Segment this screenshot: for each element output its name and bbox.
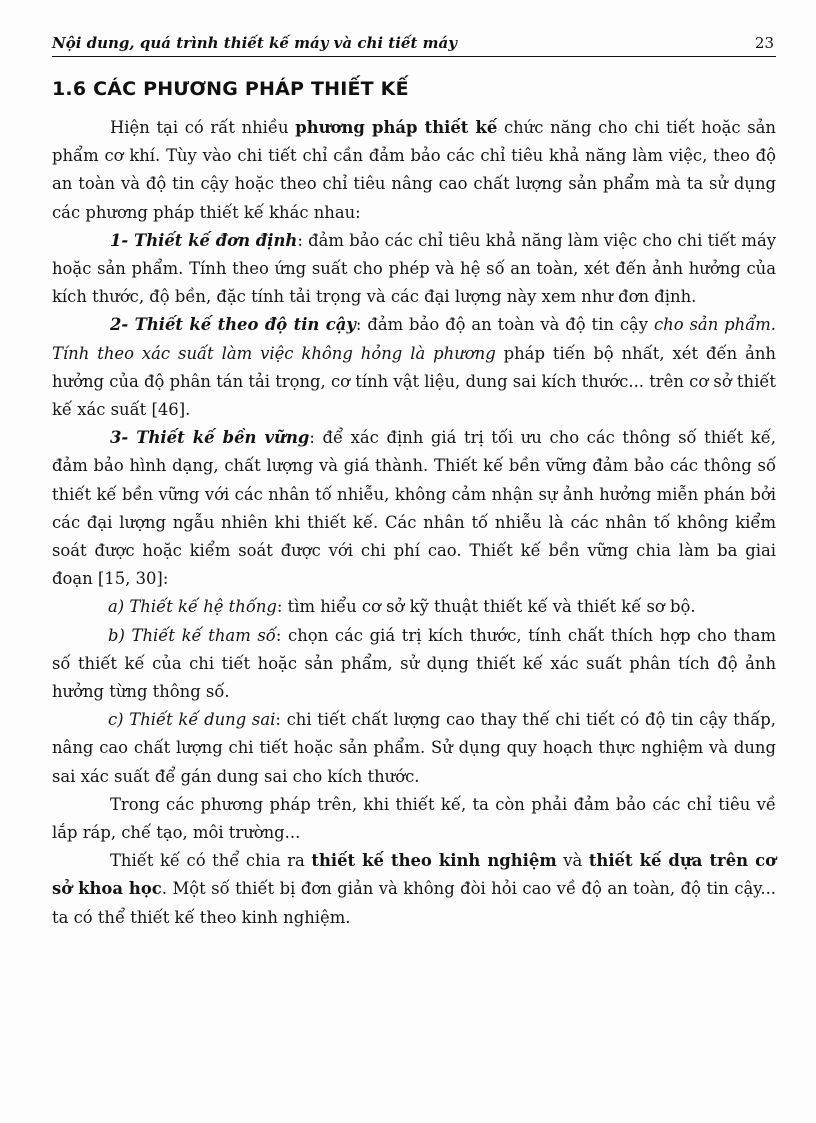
item-label: 3- Thiết kế bền vững — [110, 428, 310, 448]
text-run: Thiết kế có thể chia ra — [110, 851, 312, 871]
paragraph-reliability-design — [52, 311, 776, 424]
text-run: pháp tiến bộ nhất, xét đến ảnh hưởng của độ phân tán tải trọng, cơ tính vật liệu, dung sai kích thước... trên cơ sở thiết kế xác suất [46]. — [52, 343, 776, 420]
body-text — [52, 114, 776, 932]
bold-term: phương pháp thiết kế — [295, 118, 498, 137]
text-run: : để xác định giá trị tối ưu cho các thông số thiết kế, đảm bảo hình dạng, chất lượng và giá thành. Thiết kế bền vững đảm bảo các thông số thiết kế bền vững với các nhân tố nhiễu, không cảm nhận sự ảnh hưởng miễn phán bởi các đại lượng ngẫu nhiên khi thiết kế. Các nhân tố nhiễu là các nhân tố không kiểm soát được hoặc kiểm soát được với chi phí cao. Thiết kế bền vững chia làm ba giai đoạn [15, 30]: — [52, 428, 777, 589]
text-run: : chọn các giá trị kích thước, tính chất thích hợp cho tham số thiết kế của chi tiết hoặc sản phẩm, sử dụng thiết kế xác suất phân tích độ ảnh hưởng từng thông số. — [52, 625, 777, 702]
paragraph-system-design — [52, 593, 776, 621]
text-run: . Một số thiết bị đơn giản và không đòi hỏi cao về độ an toàn, độ tin cậy... ta có thể thiết kế theo kinh nghiệm. — [52, 879, 776, 927]
item-label: b) Thiết kế tham số — [108, 625, 276, 645]
text-run: : chi tiết chất lượng cao thay thế chi tiết có độ tin cậy thấp, nâng cao chất lượng chi tiết hoặc sản phẩm. Sử dụng quy hoạch thực nghiệm và dung sai xác suất để gán dung sai cho kích thước. — [52, 710, 776, 786]
bold-term: thiết kế theo kinh nghiệm — [311, 851, 557, 871]
text-run: : tìm hiểu cơ sở kỹ thuật thiết kế và thiết kế sơ bộ. — [276, 597, 696, 617]
paragraph-design-categories — [52, 847, 776, 932]
paragraph-robust-design — [52, 424, 776, 593]
item-label: 2- Thiết kế theo độ tin cậy — [110, 315, 356, 335]
italic-run: cho sản phẩm. Tính theo xác suất làm việc không hỏng là phương — [52, 315, 777, 363]
text-run: chức năng cho chi tiết hoặc sản phẩm cơ khí. Tùy vào chi tiết chỉ cần đảm bảo các chỉ tiêu khả năng làm việc, theo độ an toàn và độ tin cậy hoặc theo chỉ tiêu nâng cao chất lượng sản phẩm mà ta sử dụng các phương pháp thiết kế khác nhau: — [52, 118, 776, 222]
running-header — [52, 30, 776, 57]
item-label: a) Thiết kế hệ thống — [108, 597, 277, 617]
paragraph-tolerance-design — [52, 706, 776, 791]
section-heading: 1.6 CÁC PHƯƠNG PHÁP THIẾT KẾ — [52, 78, 409, 100]
item-label: c) Thiết kế dung sai — [108, 710, 276, 730]
text-run: và — [556, 851, 589, 871]
text-run: : đảm bảo độ an toàn và độ tin cậy — [355, 315, 654, 335]
paragraph-intro — [52, 114, 776, 227]
item-label: 1- Thiết kế đơn định — [110, 230, 298, 250]
text-run: : đảm bảo các chỉ tiêu khả năng làm việc cho chi tiết máy hoặc sản phẩm. Tính theo ứng suất cho phép và hệ số an toàn, xét đến ảnh hưởng của kích thước, độ bền, đặc tính tải trọng và các đại lượng này xem như đơn định. — [52, 230, 776, 307]
bold-term: thiết kế dựa trên cơ sở khoa học — [52, 851, 777, 899]
text-run: Hiện tại có rất nhiều — [110, 118, 296, 137]
text-run: Trong các phương pháp trên, khi thiết kế, ta còn phải đảm bảo các chỉ tiêu về lắp ráp, chế tạo, môi trường... — [52, 794, 776, 843]
running-title: Nội dung, quá trình thiết kế máy và chi tiết máy — [52, 34, 457, 52]
page-number: 23 — [754, 34, 774, 52]
paragraph-parameter-design — [52, 622, 776, 707]
paragraph-deterministic-design — [52, 227, 776, 312]
paragraph-other-criteria — [52, 791, 776, 847]
